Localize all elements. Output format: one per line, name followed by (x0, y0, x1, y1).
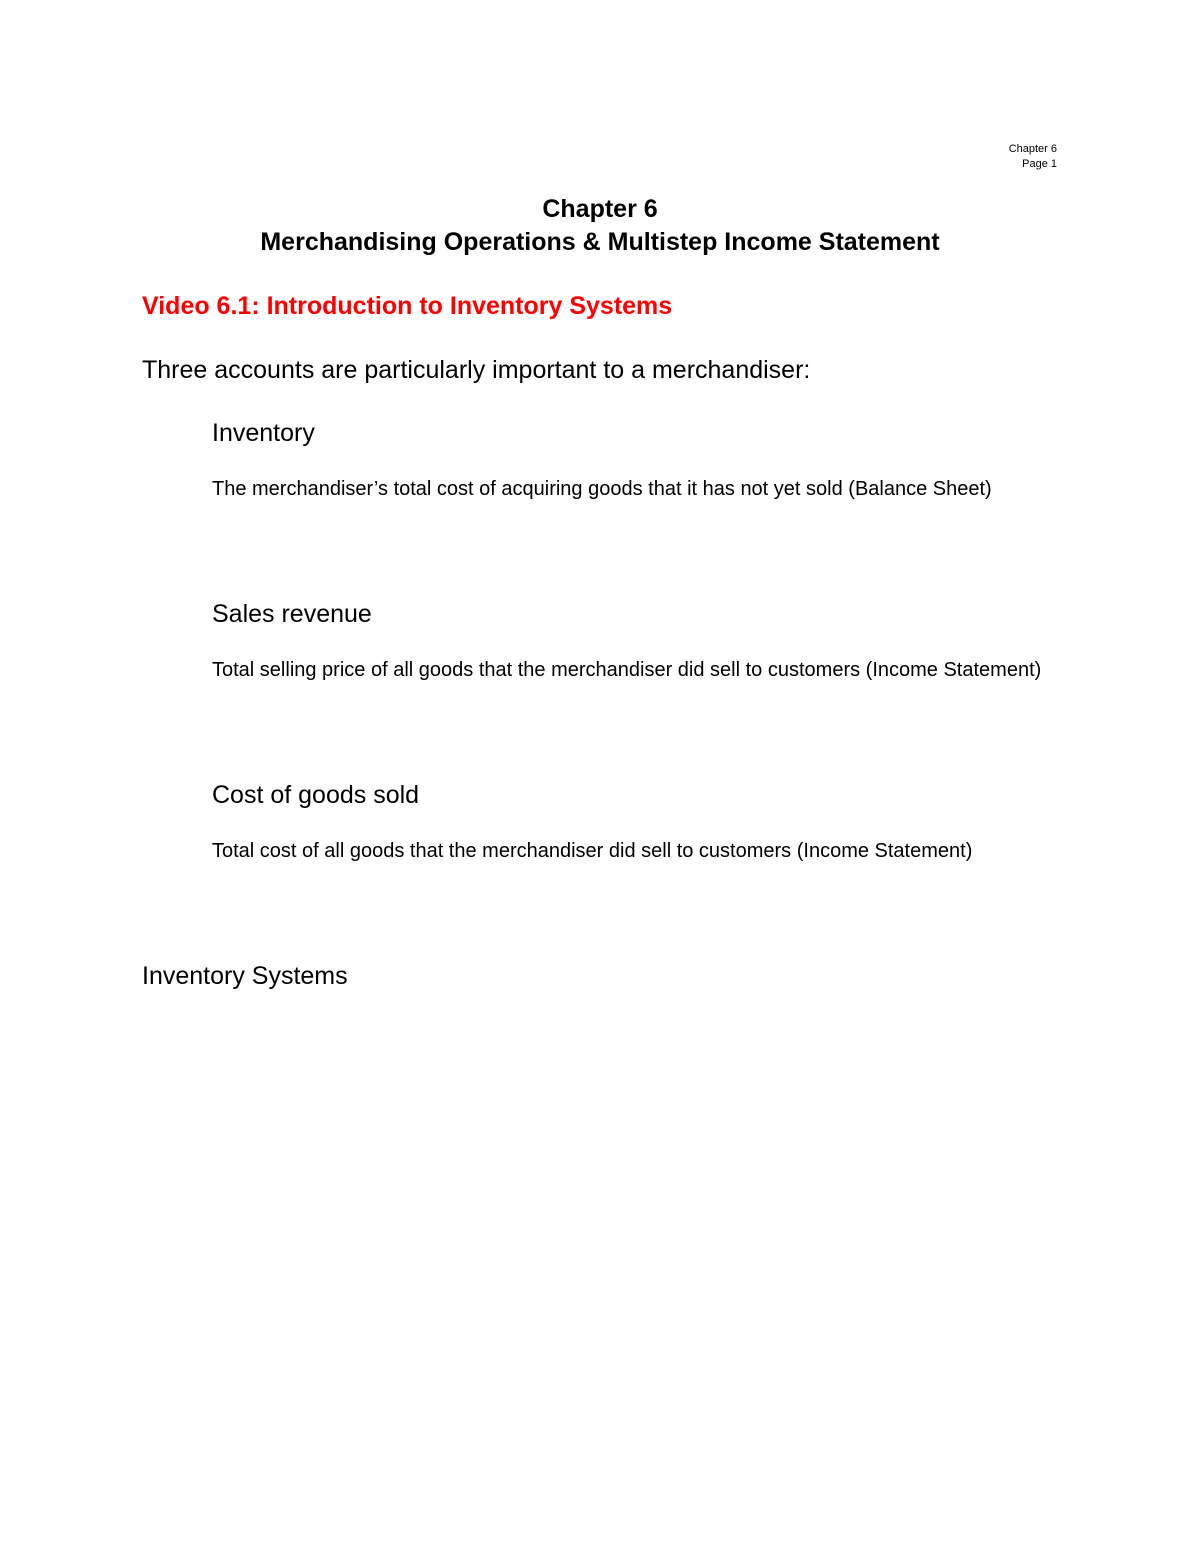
document-title (0, 193, 1200, 259)
account-description: Total selling price of all goods that the merchandiser did sell to customers (Income Statement) (212, 659, 1042, 681)
section-heading-inventory-systems: Inventory Systems (142, 962, 348, 990)
header-chapter: Chapter 6 (1008, 143, 1057, 155)
intro-paragraph: Three accounts are particularly important to a merchandiser: (142, 356, 811, 384)
account-sales-revenue (212, 598, 1072, 684)
account-name: Cost of goods sold (212, 781, 420, 809)
title-subject: Merchandising Operations & Multistep Income Statement (260, 228, 940, 256)
account-description: Total cost of all goods that the merchandiser did sell to customers (Income Statement) (212, 840, 973, 862)
video-heading: Video 6.1: Introduction to Inventory Systems (142, 292, 673, 320)
account-description: The merchandiser’s total cost of acquiring goods that it has not yet sold (Balance Sheet) (212, 478, 992, 500)
title-chapter: Chapter 6 (542, 195, 658, 223)
account-inventory (212, 417, 1072, 503)
account-cost-of-goods-sold (212, 779, 1072, 865)
account-name: Sales revenue (212, 600, 372, 628)
account-name: Inventory (212, 419, 315, 447)
header-page-number: Page 1 (1022, 158, 1057, 170)
page-header (1009, 142, 1057, 172)
